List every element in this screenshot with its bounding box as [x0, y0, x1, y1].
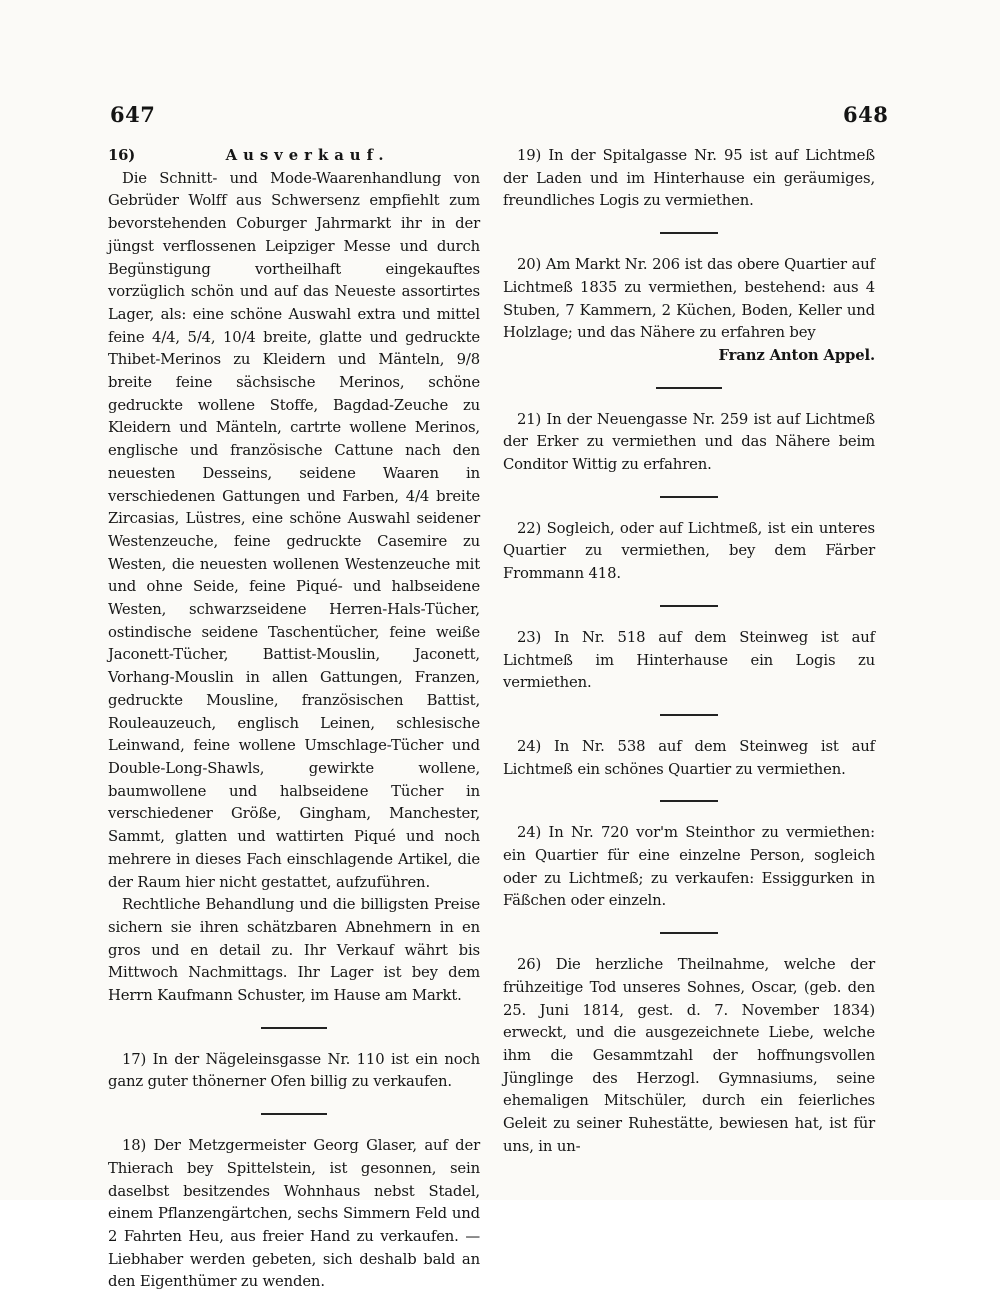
divider — [660, 932, 718, 934]
divider — [660, 496, 718, 498]
entry-24a — [503, 736, 875, 781]
page-number-left: 647 — [110, 102, 156, 127]
entry-23-text: 23) In Nr. 518 auf dem Steinweg ist auf Lichtmeß im Hinterhause ein Logis zu vermiethen. — [503, 628, 875, 692]
divider — [660, 232, 718, 234]
left-column — [108, 145, 480, 1294]
divider — [660, 714, 718, 716]
entry-20-signature: Franz Anton Appel. — [718, 346, 875, 364]
entry-17-text: 17) In der Nägeleinsgasse Nr. 110 ist ein noch ganz guter thönerner Ofen billig zu verkaufen. — [108, 1050, 480, 1091]
entry-21-text: 21) In der Neuengasse Nr. 259 ist auf Lichtmeß der Erker zu vermiethen und das Nähere beim Conditor Wittig zu erfahren. — [503, 410, 875, 474]
entry-18-text: 18) Der Metzgermeister Georg Glaser, auf der Thierach bey Spittelstein, ist gesonnen, sein daselbst besitzendes Wohnhaus nebst Stadel, einem Pflanzengärtchen, sechs Simmern Feld und 2 Fahrten Heu, aus freier Hand zu verkaufen. — Liebhaber werden gebeten, sich deshalb bald an den Eigenthümer zu wenden. — [108, 1137, 480, 1291]
entry-20-text: 20) Am Markt Nr. 206 ist das obere Quartier auf Lichtmeß 1835 zu vermiethen, bestehend: aus 4 Stuben, 7 Kammern, 2 Küchen, Boden, Keller und Holzlage; und das Nähere zu erfahren bey — [503, 256, 875, 342]
entry-19-text: 19) In der Spitalgasse Nr. 95 ist auf Lichtmeß der Laden und im Hinterhause ein geräumiges, freundliches Logis zu vermiethen. — [503, 147, 875, 210]
entry-24b — [503, 822, 875, 913]
entry-24b-text: 24) In Nr. 720 vor'm Steinthor zu vermiethen: ein Quartier für eine einzelne Person, sogleich oder zu Lichtmeß; zu verkaufen: Essiggurken in Fäßchen oder einzeln. — [503, 824, 875, 910]
entry-16-number: 16) — [108, 147, 136, 164]
entry-26-text: 26) Die herzliche Theilnahme, welche der frühzeitige Tod unseres Sohnes, Oscar, (geb. den 25. Juni 1814, gest. d. 7. November 1834) erweckt, und die ausgezeichnete Liebe, welche ihm die Gesammtzahl der hoffnungsvollen Jünglinge des Herzogl. Gymnasiums, seine ehemaligen Mitschüler, durch ein feierliches Geleit zu seiner Ruhestätte, bewiesen hat, ist für uns, in un- — [503, 956, 875, 1155]
divider — [660, 800, 718, 802]
entry-26 — [503, 954, 875, 1158]
entry-20 — [503, 254, 875, 368]
divider — [660, 605, 718, 607]
entry-23 — [503, 627, 875, 695]
entry-24a-text: 24) In Nr. 538 auf dem Steinweg ist auf Lichtmeß ein schönes Quartier zu vermiethen. — [503, 737, 875, 778]
divider — [656, 387, 722, 389]
entry-16-heading — [108, 145, 480, 168]
entry-16 — [108, 145, 480, 1008]
entry-18 — [108, 1135, 480, 1294]
right-column — [503, 145, 875, 1159]
entry-19 — [503, 145, 875, 213]
entry-21 — [503, 409, 875, 477]
page-number-right: 648 — [843, 102, 889, 127]
entry-22 — [503, 518, 875, 586]
entry-17 — [108, 1049, 480, 1094]
entry-16-title: Ausverkauf. — [225, 147, 390, 164]
entry-16-paragraph-2: Rechtliche Behandlung und die billigsten Preise sichern sie ihren schätzbaren Abnehmern in en gros und en detail zu. Ihr Verkauf währt bis Mittwoch Nachmittags. Ihr Lager ist bey dem Herrn Kaufmann Schuster, im Hause am Markt. — [108, 896, 480, 1005]
entry-16-paragraph-1: Die Schnitt- und Mode-Waarenhandlung von Gebrüder Wolff aus Schwersenz empfiehlt zum bevorstehenden Coburger Jahrmarkt ihr in der jüngst verflossenen Leipziger Messe und durch Begünstigung vortheilhaft eingekauftes vorzüglich schön und auf das Neueste assortirtes Lager, als: eine schöne Auswahl extra und mittel feine 4/4, 5/4, 10/4 breite, glatte und gedruckte Thibet-Merinos zu Kleidern und Mänteln, 9/8 breite feine sächsische Merinos, schöne gedruckte wollene Stoffe, Bagdad-Zeuche zu Kleidern und Mänteln, cartrte wollene Merinos, englische und französische Cattune nach den neuesten Desseins, seidene Waaren in verschiedenen Gattungen und Farben, 4/4 breite Zircasias, Lüstres, eine schöne Auswahl seidener Westenzeuche, feine gedruckte Casemire zu Westen, die neuesten wollenen Westenzeuche mit und ohne Seide, feine Piqué- und halbseidene Westen, schwarzseidene Herren-Hals-Tücher, ostindische seidene Taschentücher, feine weiße Jaconett-Tücher, Battist-Mouslin, Jaconett, Vorhang-Mouslin in allen Gattungen, Franzen, gedruckte Mousline, französischen Battist, Rouleauzeuch, englisch Leinen, schlesische Leinwand, feine wollene Umschlage-Tücher und Double-Long-Shawls, gewirkte wollene, baumwollene und halbseidene Tücher in verschiedener Größe, Gingham, Manchester, Sammt, glatten und wattirten Piqué und noch mehrere in dieses Fach einschlagende Artikel, die der Raum hier nicht gestattet, aufzuführen. — [108, 169, 480, 891]
divider — [261, 1027, 327, 1029]
divider — [261, 1113, 327, 1115]
entry-22-text: 22) Sogleich, oder auf Lichtmeß, ist ein unteres Quartier zu vermiethen, bey dem Färber Frommann 418. — [503, 519, 875, 583]
